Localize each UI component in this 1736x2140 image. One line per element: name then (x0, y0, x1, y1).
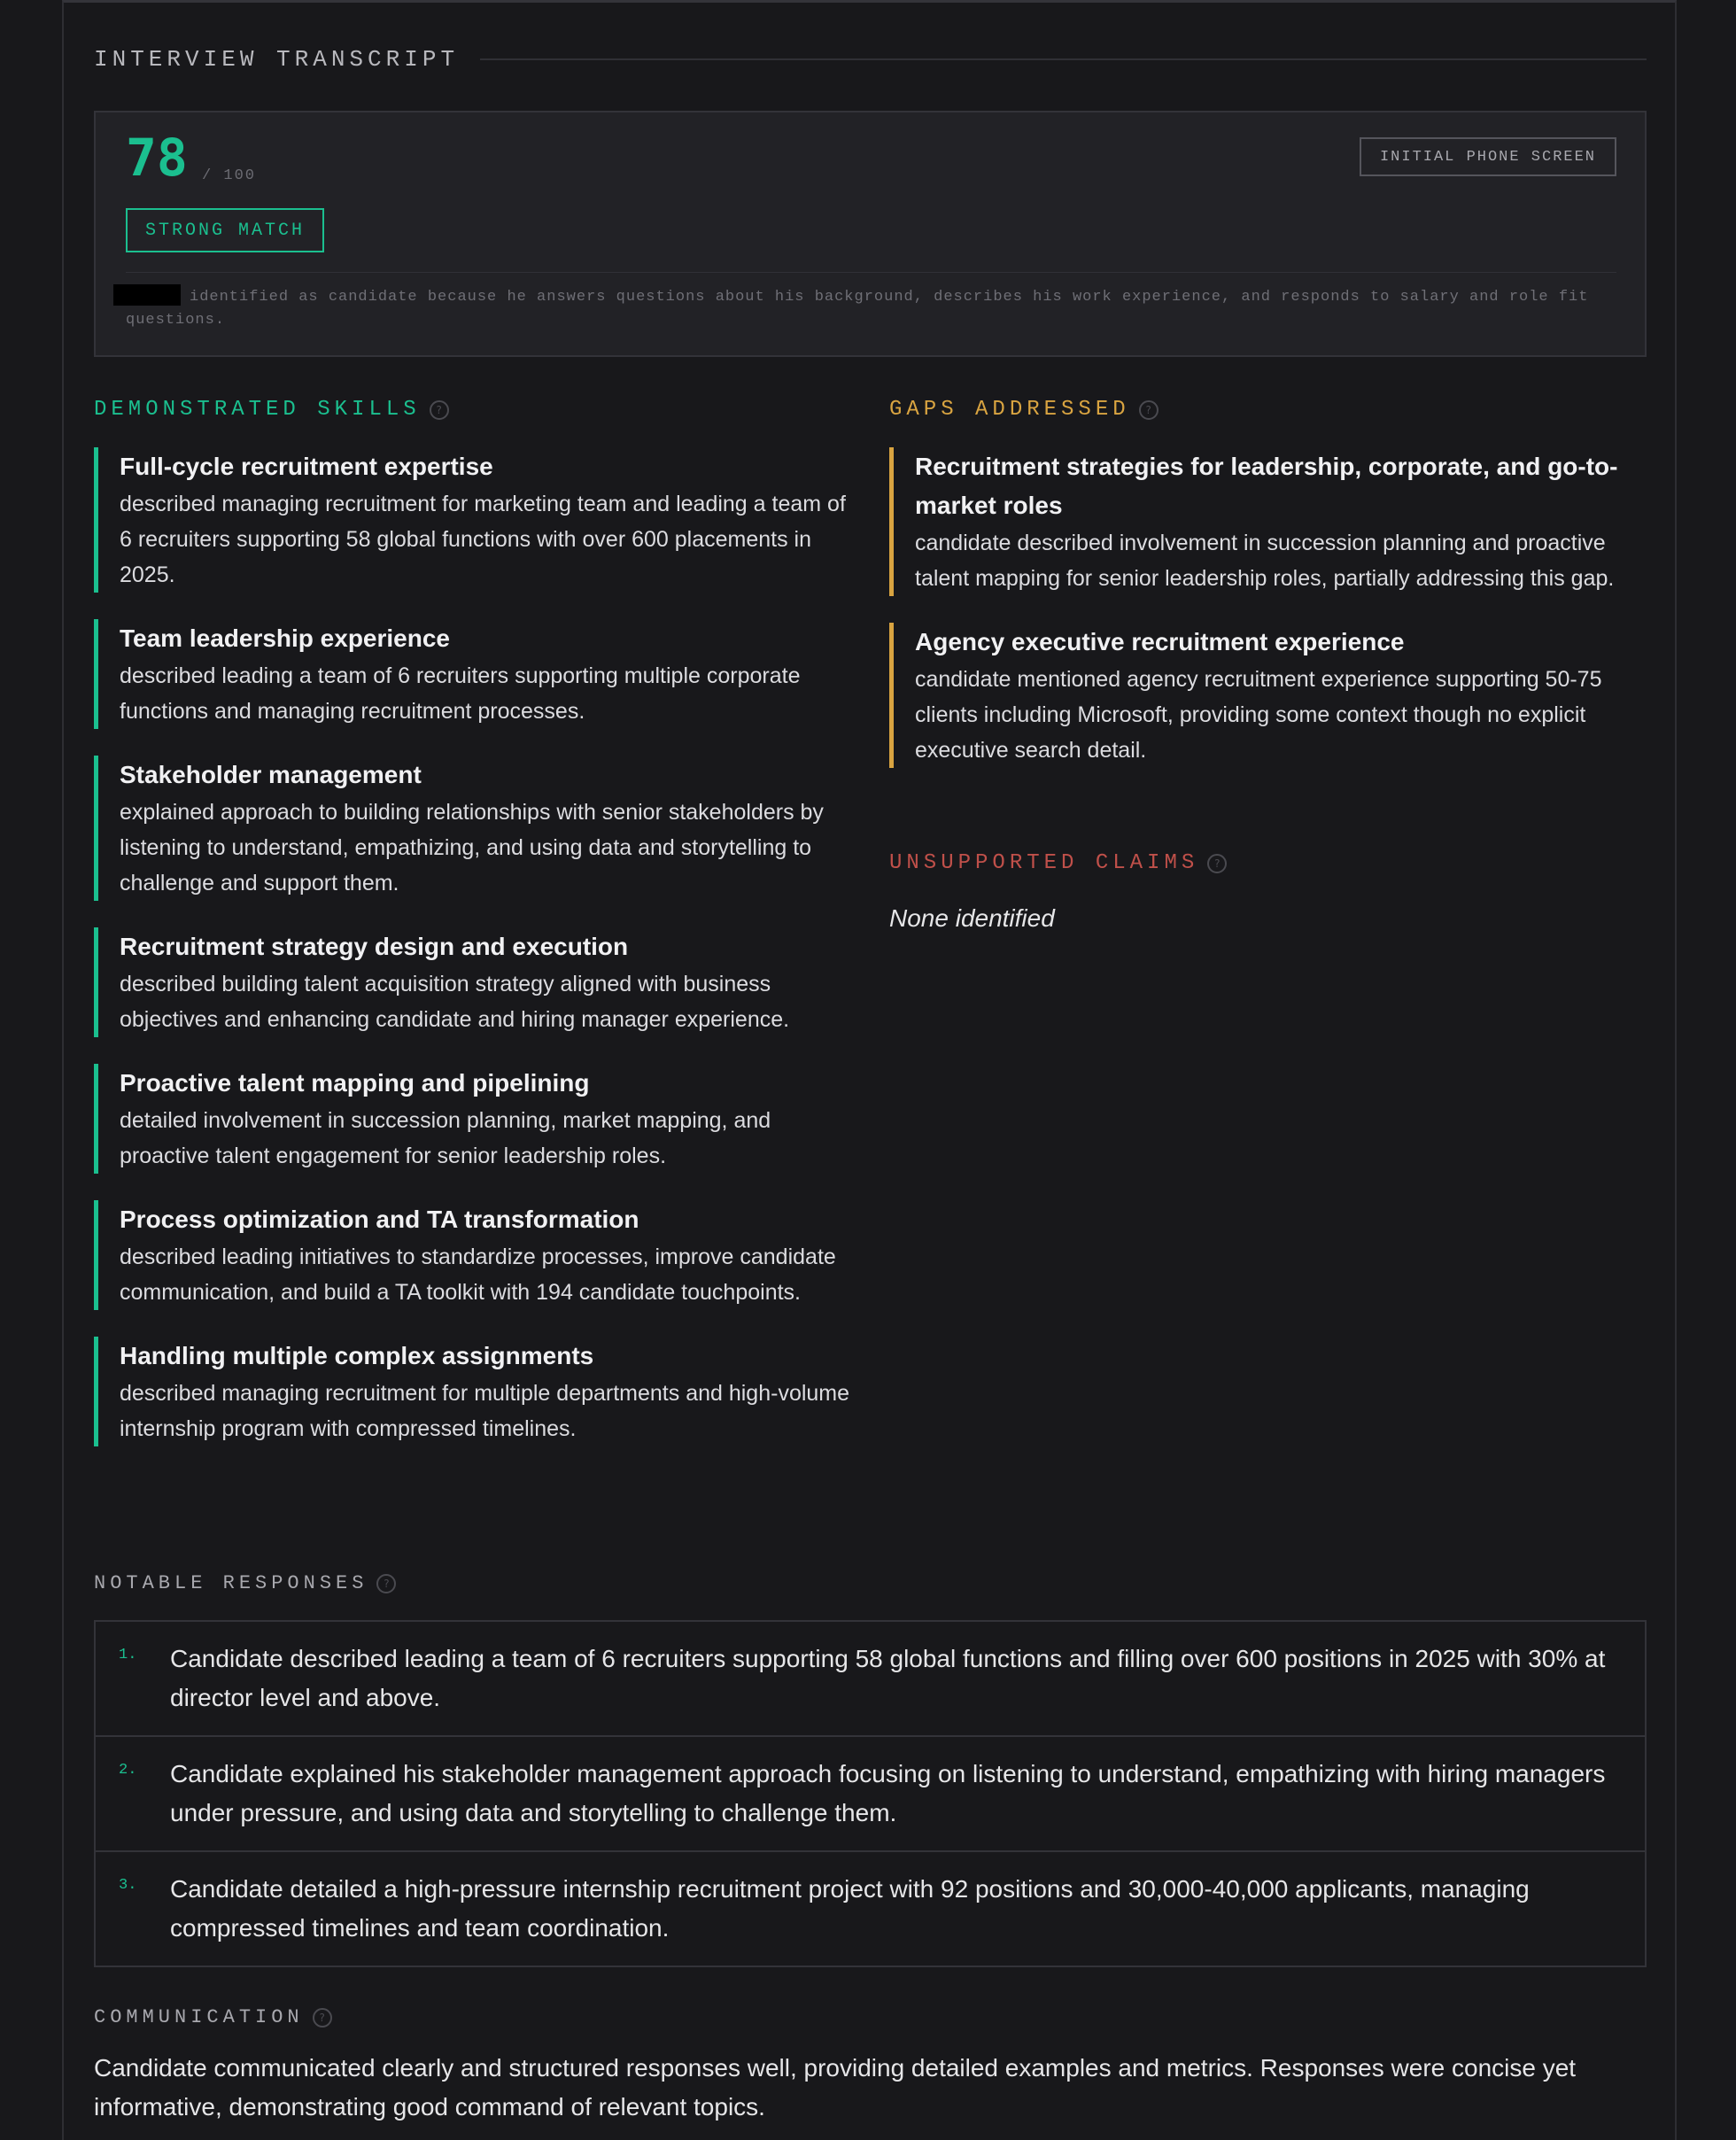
skill-item (94, 1337, 857, 1446)
item-title: Team leadership experience (120, 624, 450, 652)
unsupported-none: None identified (889, 904, 1055, 932)
gaps-section-label (889, 398, 1159, 422)
gaps-label-text: GAPS ADDRESSED (889, 398, 1130, 422)
gaps-list (889, 447, 1653, 795)
match-badge: STRONG MATCH (126, 208, 324, 252)
item-title: Recruitment strategy design and execution (120, 933, 629, 960)
skills-section-label (94, 398, 449, 422)
skill-item (94, 927, 857, 1037)
score-max: / 100 (202, 167, 257, 184)
help-icon[interactable]: ? (1207, 854, 1227, 873)
gap-item (889, 447, 1653, 596)
unsupported-label-text: UNSUPPORTED CLAIMS (889, 851, 1199, 875)
notable-label-text: NOTABLE RESPONSES (94, 1572, 368, 1594)
skill-item (94, 447, 857, 593)
communication-label-text: COMMUNICATION (94, 2006, 304, 2028)
transcript-panel (62, 0, 1677, 2140)
item-title: Process optimization and TA transformation (120, 1206, 639, 1233)
response-number: 1. (119, 1647, 137, 1663)
score-value: 78 (126, 128, 188, 188)
skill-item (94, 619, 857, 729)
candidate-summary: identified as candidate because he answers questions about his background, describes his work experience, and responds to salary and role fit questions. (126, 289, 1589, 329)
help-icon[interactable]: ? (376, 1574, 396, 1593)
item-body: described building talent acquisition strategy aligned with business objectives and enhancing candidate and hiring manager experience. (120, 972, 790, 1032)
item-title: Handling multiple complex assignments (120, 1342, 594, 1369)
item-title: Agency executive recruitment experience (915, 628, 1405, 655)
card-divider (126, 272, 1616, 273)
item-body: described leading a team of 6 recruiters supporting multiple corporate functions and managing recruitment processes. (120, 663, 801, 724)
skill-item (94, 1200, 857, 1310)
skill-item (94, 1064, 857, 1174)
notable-section-label (94, 1572, 396, 1594)
item-title: Recruitment strategies for leadership, corporate, and go-to-market roles (915, 453, 1618, 519)
header (94, 43, 1647, 75)
notable-response-row (96, 1622, 1645, 1737)
item-title: Full-cycle recruitment expertise (120, 453, 493, 480)
item-body: candidate described involvement in succession planning and proactive talent mapping for senior leadership roles, partially addressing this gap. (915, 531, 1615, 591)
score-card (94, 111, 1647, 357)
item-body: detailed involvement in succession planning, market mapping, and proactive talent engagement for senior leadership roles. (120, 1108, 771, 1168)
gap-item (889, 623, 1653, 768)
skills-label-text: DEMONSTRATED SKILLS (94, 398, 421, 422)
help-icon[interactable]: ? (313, 2008, 332, 2028)
page-title: INTERVIEW TRANSCRIPT (94, 46, 460, 73)
help-icon[interactable]: ? (1139, 400, 1159, 420)
response-text: Candidate described leading a team of 6 recruiters supporting 58 global functions and filling over 600 positions in 2025 with 30% at director level and above. (170, 1645, 1606, 1711)
response-number: 2. (119, 1762, 137, 1779)
notable-response-row (96, 1737, 1645, 1852)
communication-text: Candidate communicated clearly and structured responses well, providing detailed examples and metrics. Responses were concise yet informative, demonstrating good command of relevant topics. (94, 2054, 1577, 2121)
item-body: described managing recruitment for marketing team and leading a team of 6 recruiters supporting 58 global functions with over 600 placements in 2025. (120, 492, 846, 587)
item-body: described managing recruitment for multiple departments and high-volume internship program with compressed timelines. (120, 1381, 850, 1441)
stage-badge: INITIAL PHONE SCREEN (1360, 137, 1616, 176)
skills-list (94, 447, 857, 1473)
response-text: Candidate explained his stakeholder management approach focusing on listening to understand, empathizing with hiring managers under pressure, and using data and storytelling to challenge them. (170, 1760, 1606, 1826)
response-text: Candidate detailed a high-pressure internship recruitment project with 92 positions and 30,000-40,000 applicants, managing compressed timelines and team coordination. (170, 1875, 1530, 1942)
item-body: described leading initiatives to standardize processes, improve candidate communication, and build a TA toolkit with 194 candidate touchpoints. (120, 1244, 836, 1305)
item-body: candidate mentioned agency recruitment experience supporting 50-75 clients including Microsoft, providing some context though no explicit executive search detail. (915, 667, 1602, 763)
item-title: Proactive talent mapping and pipelining (120, 1069, 590, 1097)
help-icon[interactable]: ? (430, 400, 449, 420)
notable-responses-list (94, 1620, 1647, 1967)
item-body: explained approach to building relationships with senior stakeholders by listening to understand, empathizing, and using data and storytelling to challenge and support them. (120, 800, 824, 896)
notable-response-row (96, 1852, 1645, 1966)
skill-item (94, 756, 857, 901)
item-title: Stakeholder management (120, 761, 422, 788)
communication-section-label (94, 2006, 332, 2028)
header-divider (480, 58, 1647, 60)
response-number: 3. (119, 1877, 137, 1894)
unsupported-section-label (889, 851, 1227, 875)
redacted-name (113, 284, 181, 306)
